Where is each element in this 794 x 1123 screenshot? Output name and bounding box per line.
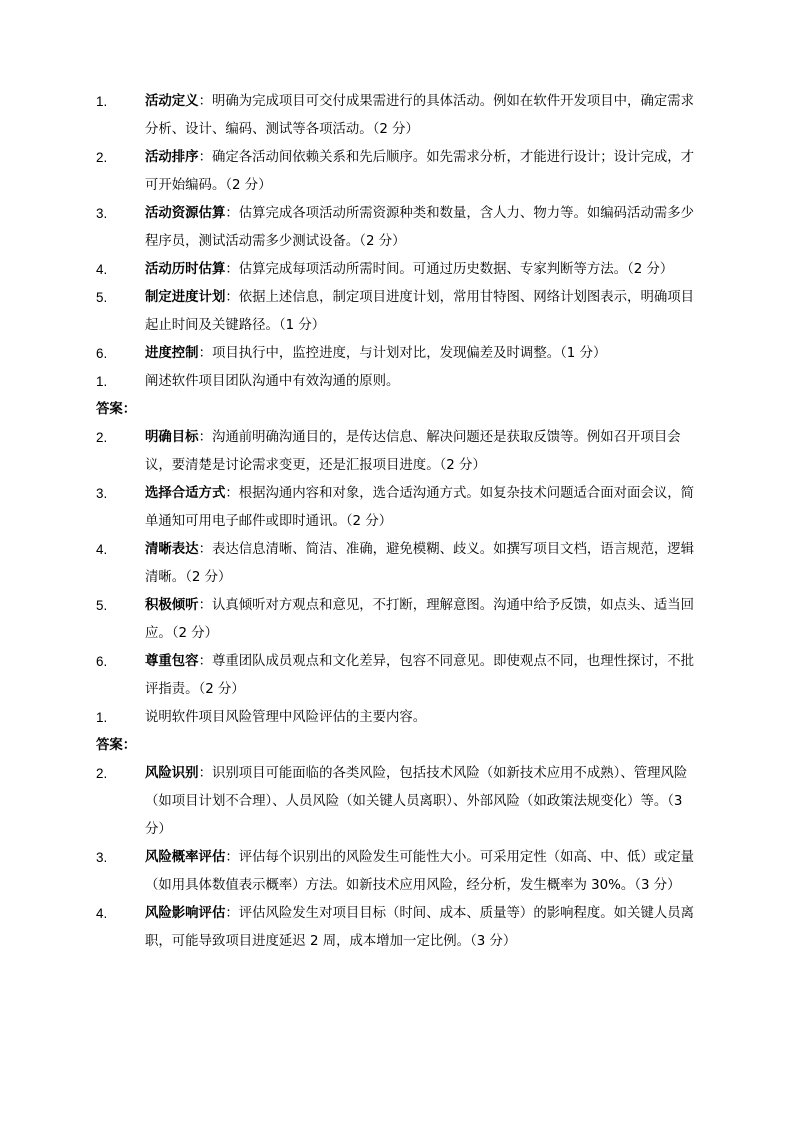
list-number: 5. bbox=[96, 598, 108, 613]
item-term: 活动排序 bbox=[145, 150, 199, 165]
item-text: ：依据上述信息，制定项目进度计划，常用甘特图、网络计划图表示，明确项目起止时间及关键路径。（1 分） bbox=[145, 290, 695, 333]
item-text: ：确定各活动间依赖关系和先后顺序。如先需求分析，才能进行设计；设计完成，才可开始编码。（2 分） bbox=[145, 150, 695, 193]
item-text: ：明确为完成项目可交付成果需进行的具体活动。例如在软件开发项目中，确定需求分析、设计、编码、测试等各项活动。（2 分） bbox=[145, 94, 695, 137]
item-text: ：估算完成每项活动所需时间。可通过历史数据、专家判断等方法。（2 分） bbox=[225, 262, 674, 277]
item-text: ：尊重团队成员观点和文化差异，包容不同意见。即使观点不同，也理性探讨，不批评指责。（2 分） bbox=[145, 654, 695, 697]
item-term: 风险概率评估 bbox=[145, 850, 226, 865]
item-term: 选择合适方式 bbox=[145, 486, 226, 501]
answer-label: 答案： bbox=[96, 402, 137, 417]
item-term: 进度控制 bbox=[145, 346, 199, 361]
list-item bbox=[0, 284, 701, 340]
document-page bbox=[0, 88, 794, 956]
list-number: 2. bbox=[96, 430, 108, 445]
list-item bbox=[0, 760, 701, 844]
item-text: ：估算完成各项活动所需资源种类和数量，含人力、物力等。如编码活动需多少程序员，测试活动需多少测试设备。（2 分） bbox=[145, 206, 695, 249]
list-item bbox=[0, 648, 701, 704]
list-item bbox=[0, 88, 701, 144]
list-number: 2. bbox=[96, 766, 108, 781]
item-term: 尊重包容 bbox=[145, 654, 199, 669]
item-text: ：评估风险发生对项目目标（时间、成本、质量等）的影响程度。如关键人员离职，可能导致项目进度延迟 2 周，成本增加一定比例。（3 分） bbox=[145, 906, 695, 949]
item-term: 活动资源估算 bbox=[145, 206, 226, 221]
list-number: 3. bbox=[96, 850, 108, 865]
list-item bbox=[0, 844, 701, 900]
list-number: 1. bbox=[96, 94, 108, 109]
item-text: ：项目执行中，监控进度，与计划对比，发现偏差及时调整。（1 分） bbox=[198, 346, 607, 361]
list-item bbox=[0, 340, 701, 368]
list-number: 4. bbox=[96, 906, 108, 921]
item-text: ：认真倾听对方观点和意见，不打断，理解意图。沟通中给予反馈，如点头、适当回应。（2 分） bbox=[145, 598, 695, 641]
item-term: 明确目标 bbox=[145, 430, 199, 445]
item-term: 风险影响评估 bbox=[145, 906, 226, 921]
list-item bbox=[0, 200, 701, 256]
list-number: 3. bbox=[96, 486, 108, 501]
item-term: 活动定义 bbox=[145, 94, 199, 109]
item-term: 清晰表达 bbox=[145, 542, 199, 557]
list-item bbox=[0, 480, 701, 536]
list-number: 6. bbox=[96, 346, 108, 361]
list-item bbox=[0, 592, 701, 648]
list-number: 2. bbox=[96, 150, 108, 165]
list-number: 4. bbox=[96, 262, 108, 277]
question-number: 1. bbox=[96, 710, 108, 725]
item-text: ：沟通前明确沟通目的，是传达信息、解决问题还是获取反馈等。例如召开项目会议，要清楚是讨论需求变更，还是汇报项目进度。（2 分） bbox=[145, 430, 681, 473]
item-text: ：表达信息清晰、简洁、准确，避免模糊、歧义。如撰写项目文档，语言规范，逻辑清晰。（2 分） bbox=[145, 542, 695, 585]
item-term: 制定进度计划 bbox=[145, 290, 226, 305]
question-text: 阐述软件项目团队沟通中有效沟通的原则。 bbox=[145, 374, 400, 389]
list-item bbox=[0, 900, 701, 956]
list-number: 3. bbox=[96, 206, 108, 221]
item-text: ：识别项目可能面临的各类风险，包括技术风险（如新技术应用不成熟）、管理风险（如项目计划不合理）、人员风险（如关键人员离职）、外部风险（如政策法规变化）等。（3 分） bbox=[145, 766, 688, 837]
item-term: 风险识别 bbox=[145, 766, 199, 781]
list-item bbox=[0, 536, 701, 592]
item-term: 活动历时估算 bbox=[145, 262, 226, 277]
question-number: 1. bbox=[96, 374, 108, 389]
answer-label: 答案： bbox=[96, 738, 137, 753]
question-text: 说明软件项目风险管理中风险评估的主要内容。 bbox=[145, 710, 427, 725]
list-number: 6. bbox=[96, 654, 108, 669]
list-number: 5. bbox=[96, 290, 108, 305]
list-item bbox=[0, 256, 701, 284]
question-item bbox=[0, 704, 701, 732]
item-text: ：根据沟通内容和对象，选合适沟通方式。如复杂技术问题适合面对面会议，简单通知可用电子邮件或即时通讯。（2 分） bbox=[145, 486, 695, 529]
list-number: 4. bbox=[96, 542, 108, 557]
list-item bbox=[0, 144, 701, 200]
list-item bbox=[0, 424, 701, 480]
item-text: ：评估每个识别出的风险发生可能性大小。可采用定性（如高、中、低）或定量（如用具体数值表示概率）方法。如新技术应用风险，经分析，发生概率为 30%。（3 分） bbox=[145, 850, 695, 893]
item-term: 积极倾听 bbox=[145, 598, 199, 613]
question-item bbox=[0, 368, 701, 396]
